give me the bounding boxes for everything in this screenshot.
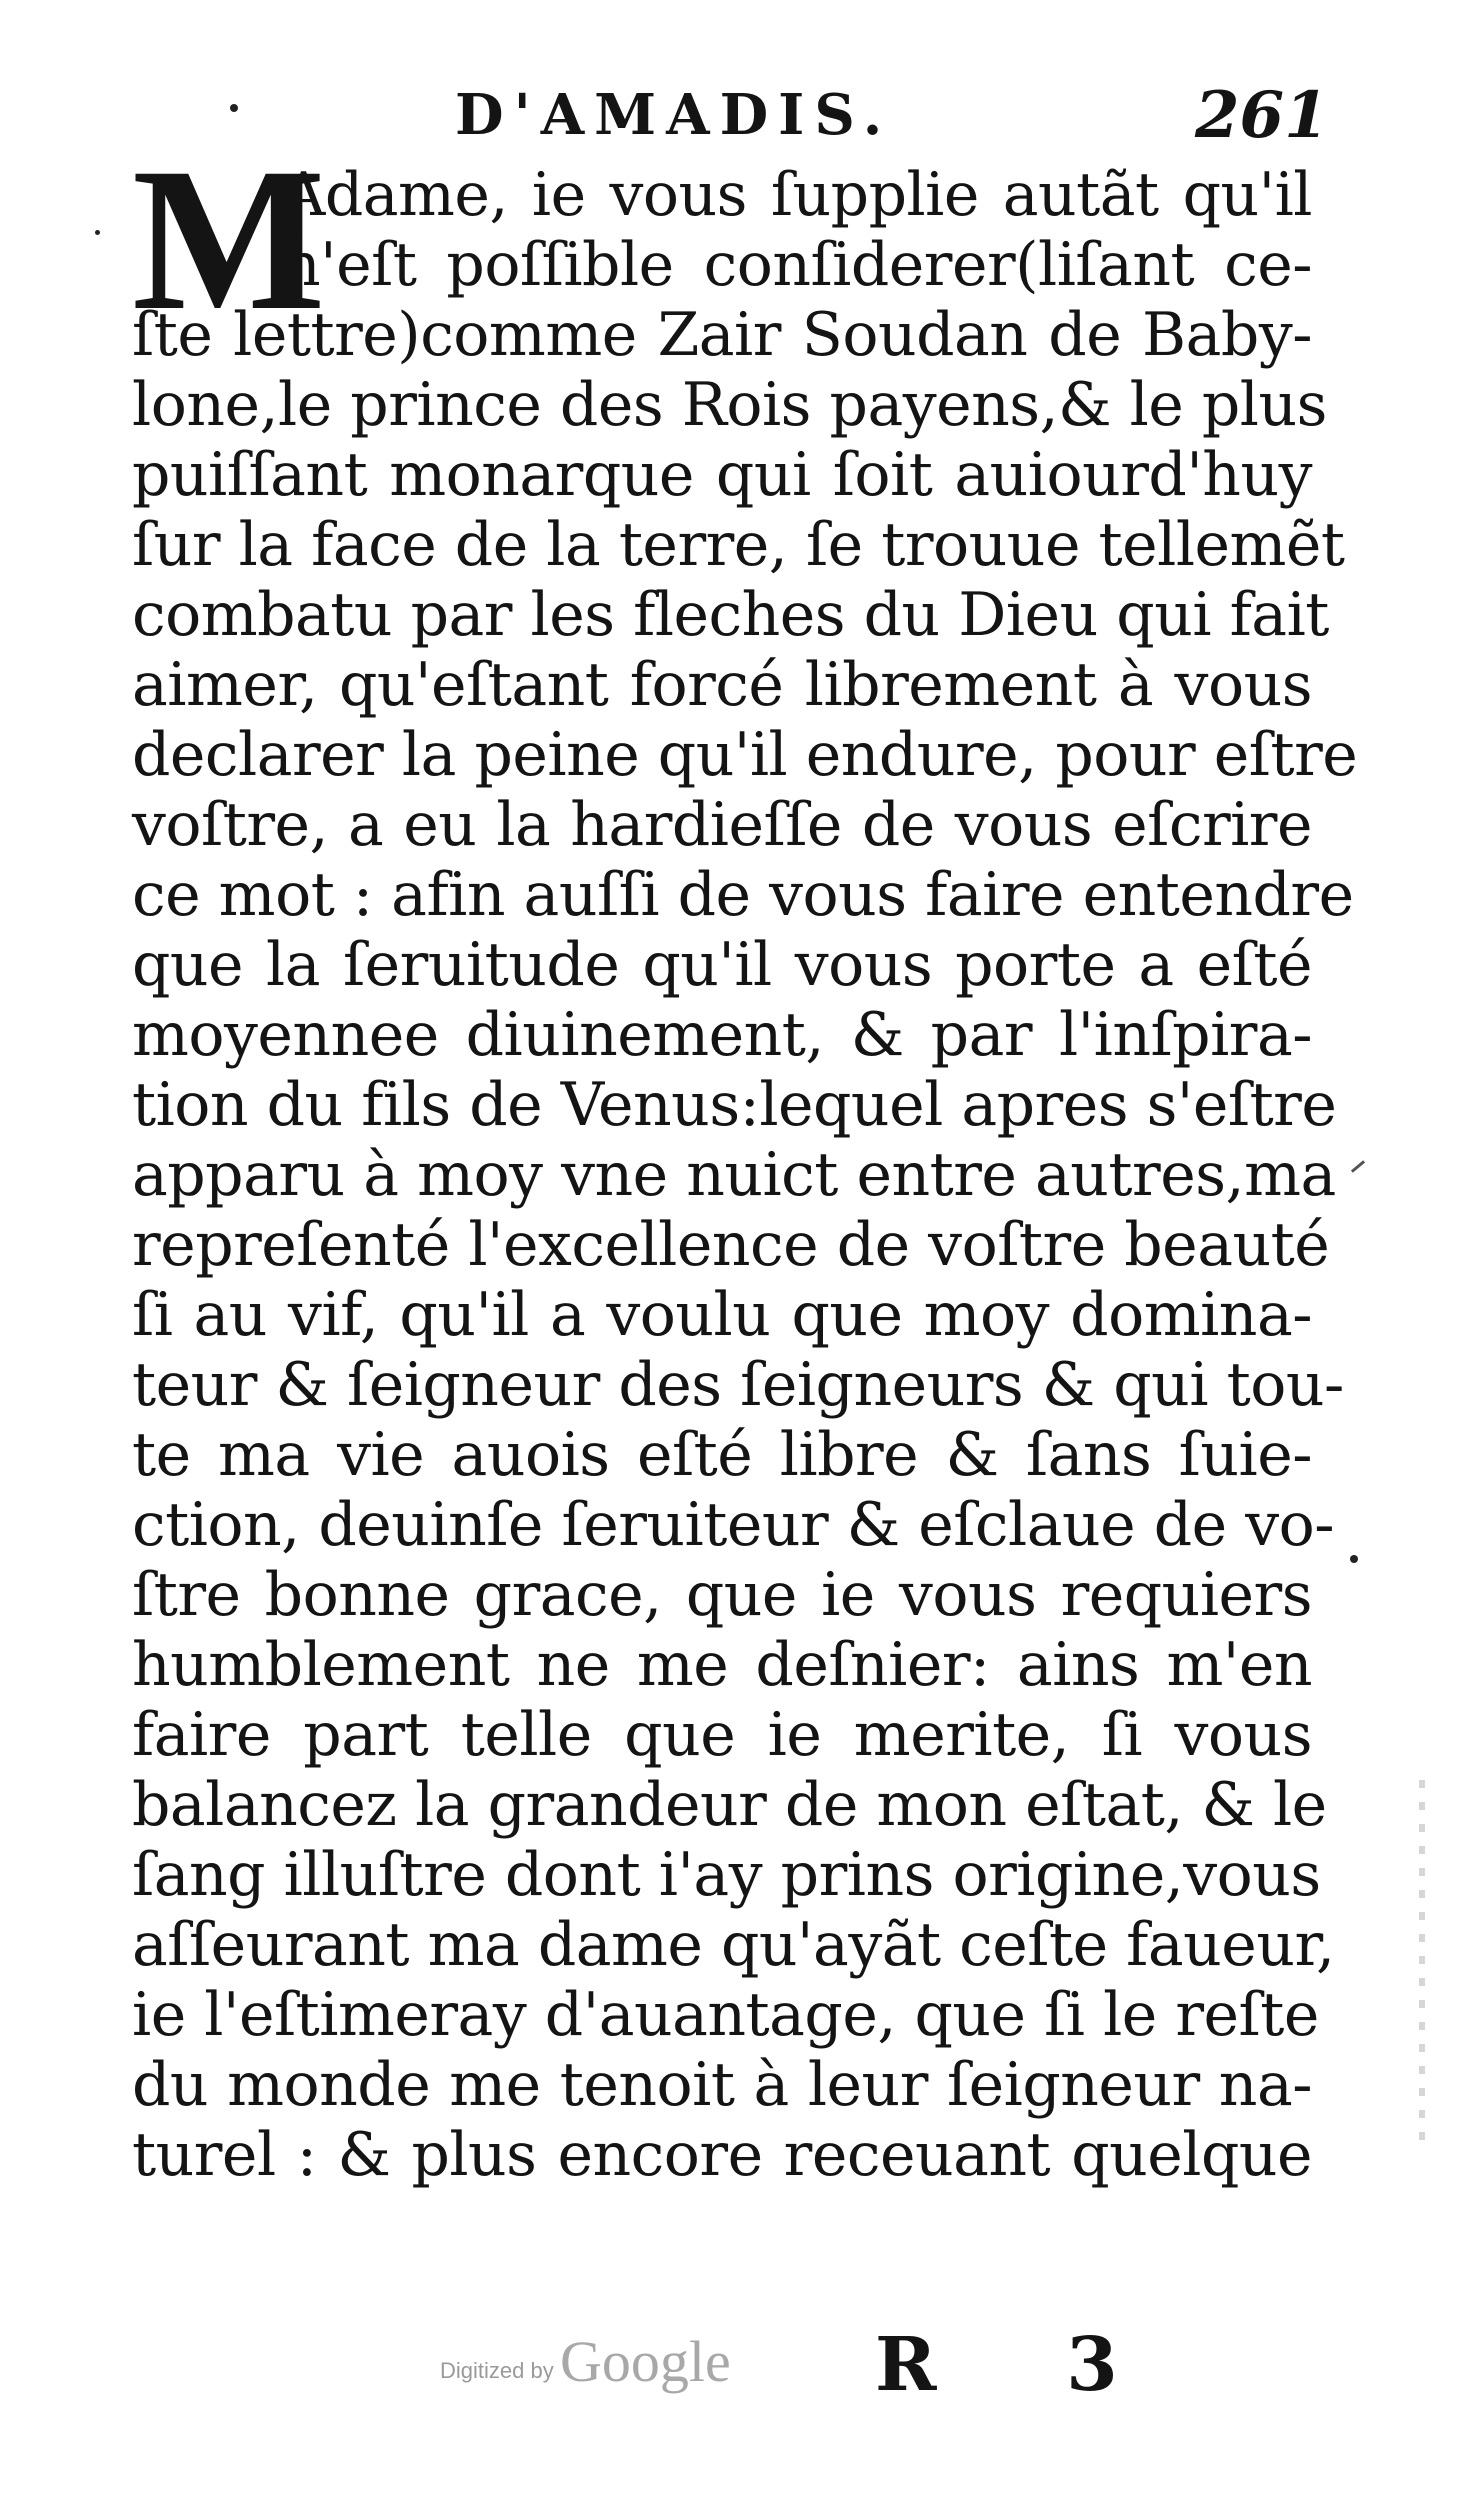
text-line: puiſſant monarque qui ſoit auiourd'huy xyxy=(132,440,1312,510)
running-title: D'AMADIS. xyxy=(455,82,893,148)
stray-ink-dot xyxy=(1350,1555,1358,1563)
text-line: humblement ne me deſnier: ains m'en xyxy=(132,1630,1312,1700)
text-line: combatu par les fleches du Dieu qui fait xyxy=(132,580,1329,650)
body-text xyxy=(132,126,1358,2190)
text-line: ce mot : afin auſſi de vous faire entendre xyxy=(132,860,1354,930)
text-line: Adame, ie vous ſupplie autãt qu'il xyxy=(282,160,1312,230)
text-line: moyennee diuinement, & par l'inſpira- xyxy=(132,1000,1312,1070)
signature-mark: R 3 xyxy=(875,2322,1170,2408)
text-line: ſte lettre)comme Zair Soudan de Baby- xyxy=(132,300,1312,370)
text-line: ſtre bonne grace, que ie vous requiers xyxy=(132,1560,1312,1630)
text-line: ie l'eſtimeray d'auantage, que ſi le reſte xyxy=(132,1980,1319,2050)
text-line: n'eſt poſſible conſiderer(liſant ce- xyxy=(282,230,1312,300)
text-line: lone,le prince des Rois payens,& le plus xyxy=(132,370,1327,440)
text-line: ction, deuinſe ſeruiteur & eſclaue de vo- xyxy=(132,1490,1334,1560)
page-number: 261 xyxy=(1195,78,1329,153)
text-line: turel : & plus encore receuant quelque xyxy=(132,2120,1312,2190)
drop-cap: M xyxy=(132,126,326,353)
text-line: aſſeurant ma dame qu'ayãt ceſte faueur, xyxy=(132,1910,1335,1980)
page-footer xyxy=(0,2320,1467,2440)
text-line: balancez la grandeur de mon eſtat, & le xyxy=(132,1770,1327,1840)
text-line: voſtre, a eu la hardieſſe de vous eſcrire xyxy=(132,790,1312,860)
text-line: declarer la peine qu'il endure, pour eſtre xyxy=(132,720,1358,790)
text-line: du monde me tenoit à leur ſeigneur na- xyxy=(132,2050,1312,2120)
text-line: ſur la face de la terre, ſe trouue tellemẽt xyxy=(132,510,1345,580)
text-line: tion du fils de Venus:lequel apres s'eſtre xyxy=(132,1070,1337,1140)
google-watermark: Google xyxy=(560,2329,731,2394)
text-line: ſang illuſtre dont i'ay prins origine,vous xyxy=(132,1840,1321,1910)
text-line: que la ſeruitude qu'il vous porte a eſté xyxy=(132,930,1312,1000)
margin-mark xyxy=(1351,1160,1365,1173)
text-line: ſi au vif, qu'il a voulu que moy domina- xyxy=(132,1280,1312,1350)
text-line: te ma vie auois eſté libre & ſans ſuie- xyxy=(132,1420,1312,1490)
page-edge-specks xyxy=(1419,1780,1425,2140)
text-line: apparu à moy vne nuict entre autres,ma xyxy=(132,1140,1336,1210)
text-line: faire part telle que ie merite, ſi vous xyxy=(132,1700,1312,1770)
text-line: aimer, qu'eſtant forcé librement à vous xyxy=(132,650,1312,720)
text-line: teur & ſeigneur des ſeigneurs & qui tou- xyxy=(132,1350,1344,1420)
text-line: repreſenté l'excellence de voſtre beauté xyxy=(132,1210,1330,1280)
stray-ink-dot xyxy=(95,230,100,235)
digitized-label: Digitized by xyxy=(440,2358,554,2383)
stray-ink-dot xyxy=(230,104,238,112)
